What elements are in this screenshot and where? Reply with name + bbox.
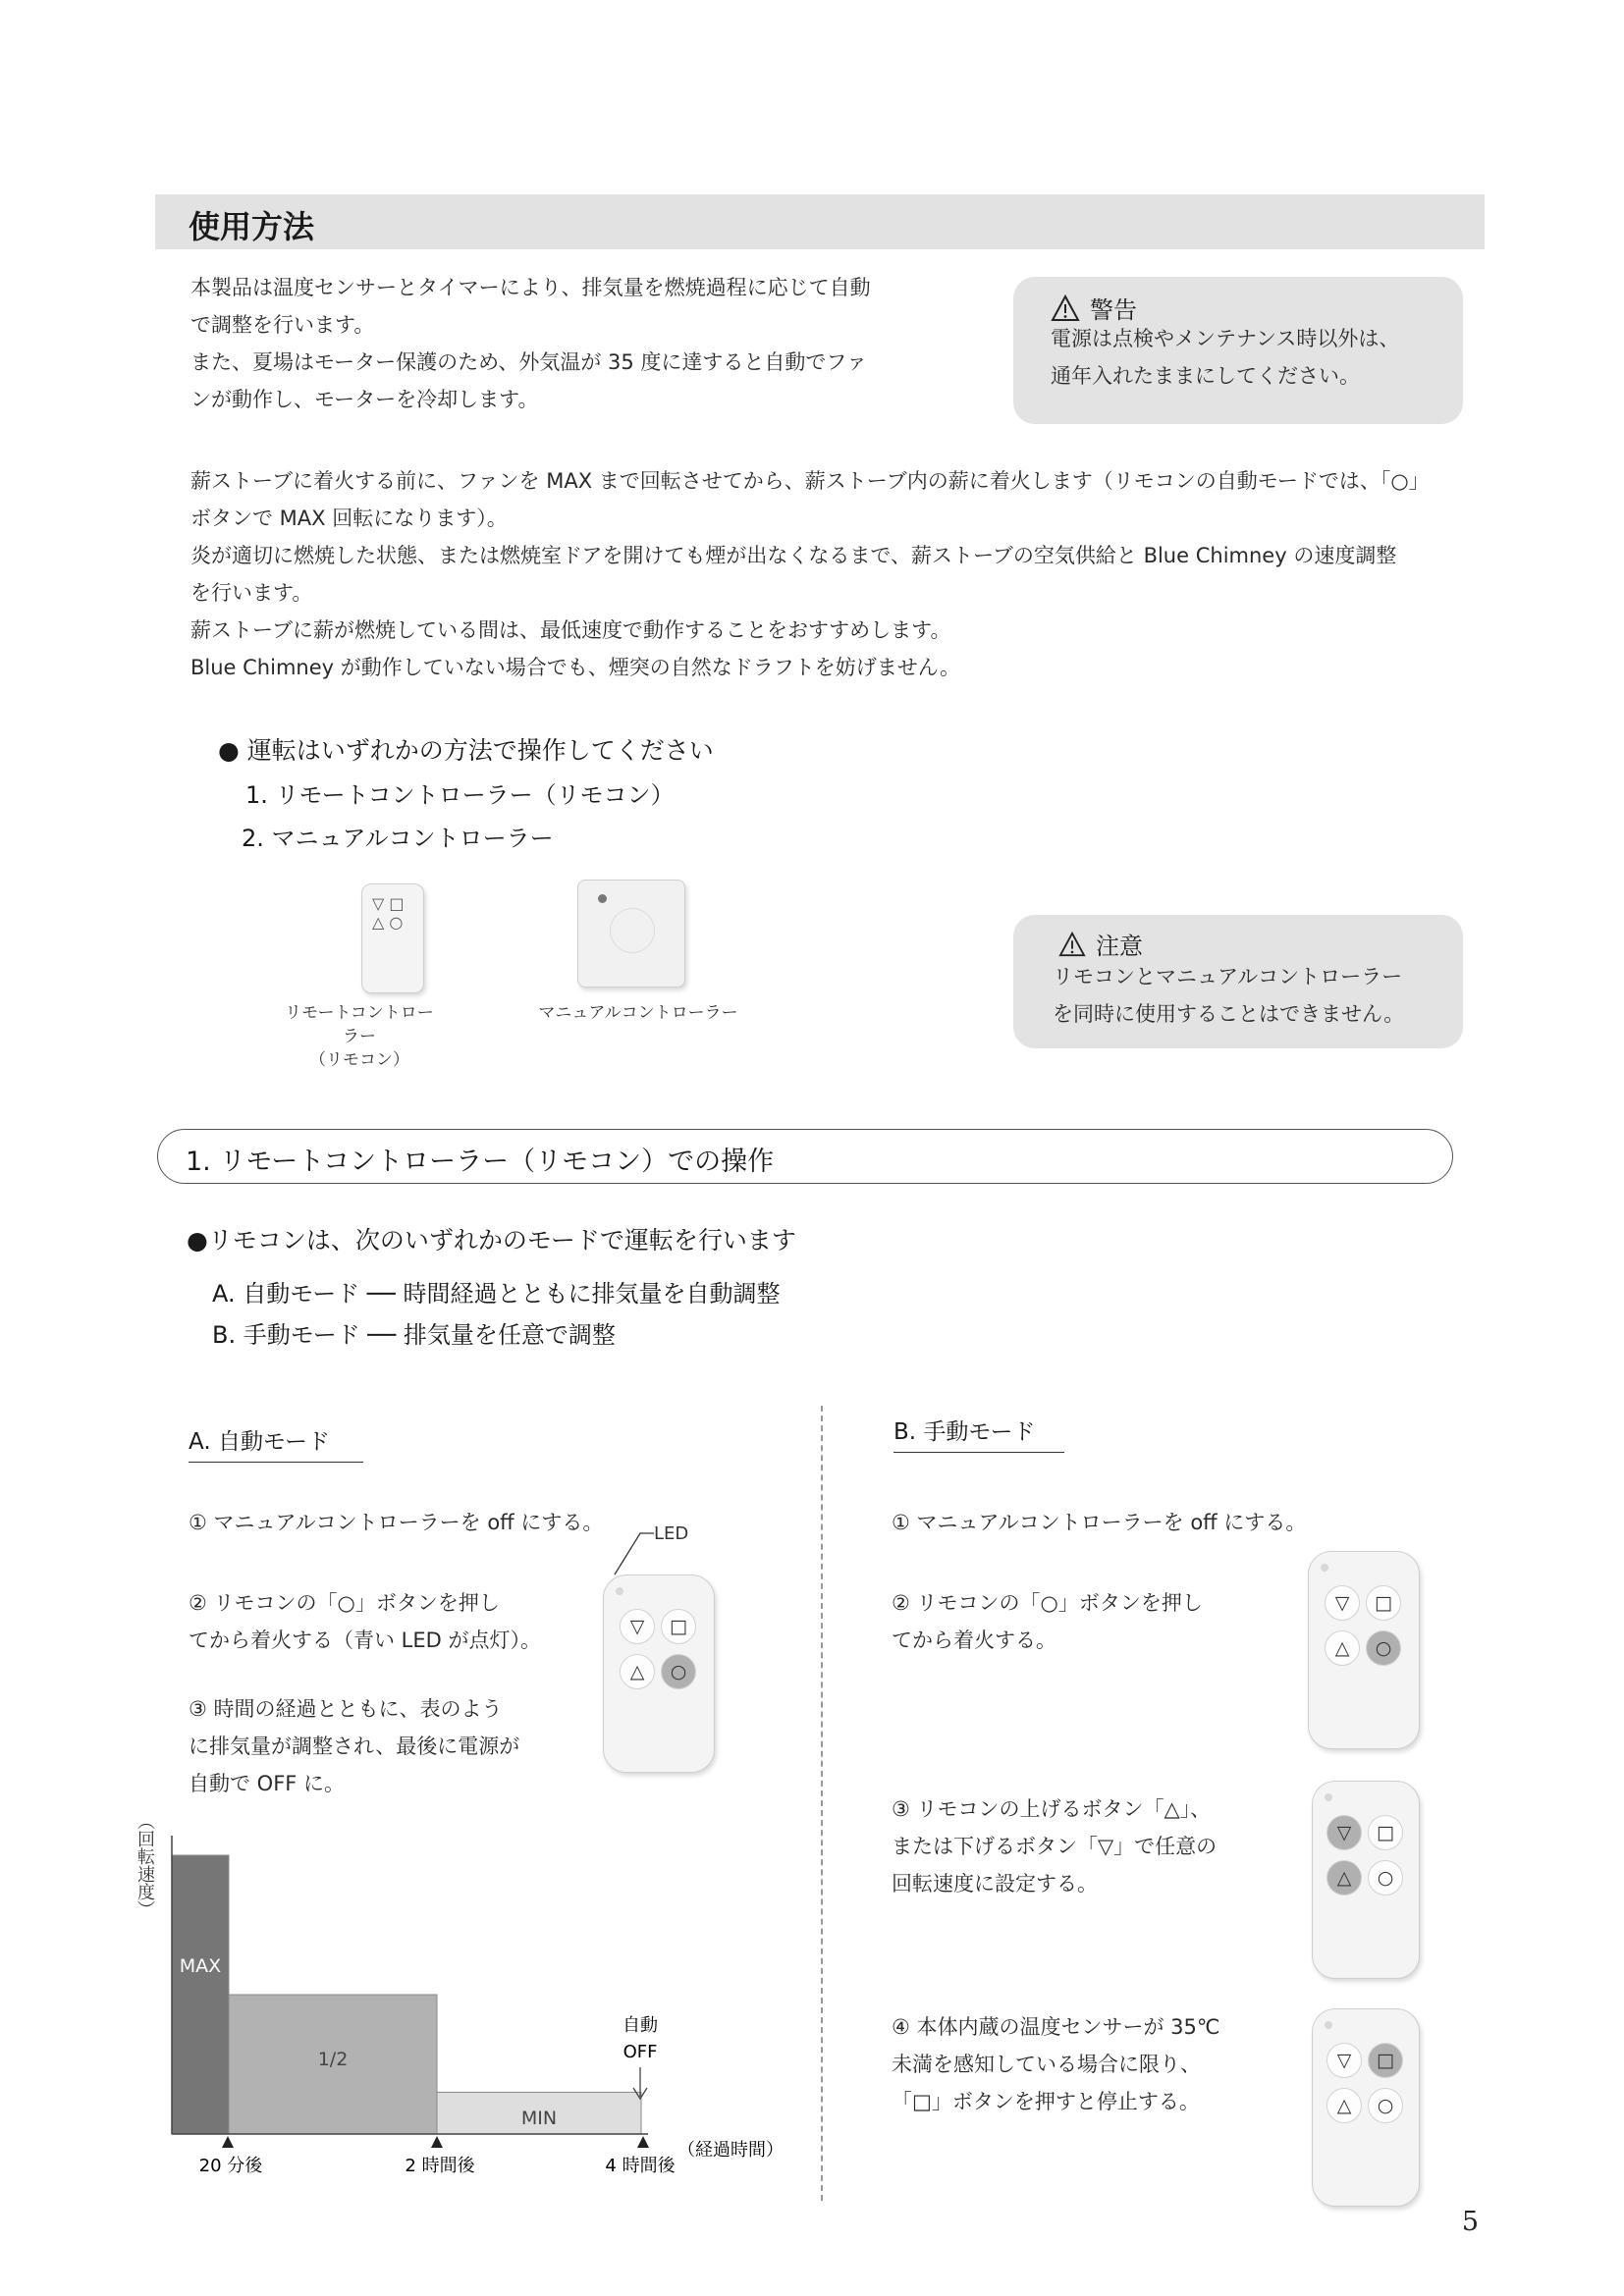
down-triangle-icon: ▽: [372, 894, 385, 913]
up-triangle-icon: △: [1334, 1637, 1350, 1659]
section-title-bar: [155, 194, 1485, 249]
tick-label: 4 時間後: [605, 2156, 676, 2176]
instruction-line: を行います。: [190, 581, 313, 605]
manual-step-1: [892, 1504, 1306, 1541]
intro-paragraph: [190, 269, 937, 418]
step-line: または下げるボタン「▽」で任意の: [892, 1835, 1218, 1858]
step-line: 「□」ボタンを押すと停止する。: [892, 2090, 1200, 2113]
auto-mode-title: A. 自動モード: [189, 1423, 363, 1463]
page-number: 5: [1461, 2207, 1479, 2237]
mode-bullet: [187, 1221, 796, 1256]
section-remote-title: 1. リモートコントローラー（リモコン）での操作: [186, 1147, 775, 1177]
caution-callout: [1013, 915, 1463, 1048]
chart-bar-label: MAX: [179, 1955, 222, 1977]
step-line: 未満を感知している場合に限り、: [892, 2053, 1201, 2076]
caution-line: を同時に使用することはできません。: [1053, 1002, 1405, 1026]
circle-icon: ○: [1377, 2095, 1394, 2116]
manual-step-4: [892, 2008, 1219, 2120]
caution-title: 注意: [1096, 933, 1143, 960]
remote-caption-line: （リモコン）: [309, 1050, 409, 1070]
up-triangle-icon: △: [1336, 2095, 1352, 2116]
warning-title: 警告: [1090, 296, 1137, 324]
circle-button-icon: [1368, 1860, 1403, 1896]
operation-heading-text: 運転はいずれかの方法で操作してください: [246, 736, 714, 765]
down-button-icon: [1325, 1585, 1360, 1621]
step-line: ④ 本体内蔵の温度センサーが 35℃: [892, 2015, 1220, 2039]
auto-step-2: [189, 1584, 541, 1659]
warning-triangle-icon: [1058, 932, 1086, 957]
square-icon: □: [1375, 1592, 1392, 1614]
manual-controller-image: [577, 880, 685, 988]
instruction-line: 炎が適切に燃焼した状態、または燃焼室ドアを開けても煙が出なくなるまで、薪ストーブの空気供給と Blue Chimney の速度調整: [190, 544, 1397, 567]
chart-bar-label: MIN: [520, 2108, 558, 2129]
square-icon: □: [1377, 1822, 1394, 1843]
operation-heading: [218, 731, 714, 767]
step-line: てから着火する（青い LED が点灯）。: [189, 1629, 541, 1652]
up-button-icon: [620, 1654, 655, 1689]
down-triangle-icon: ▽: [1336, 2050, 1352, 2071]
circle-button-icon: [1366, 1630, 1401, 1666]
up-triangle-icon: △: [1336, 1867, 1352, 1889]
chart-bar-0: [172, 1855, 229, 2134]
led-icon: [616, 1587, 623, 1595]
column-divider: [821, 1406, 823, 2201]
down-triangle-icon: ▽: [1336, 1822, 1352, 1843]
up-triangle-icon: △: [372, 913, 385, 932]
bullet-dot-icon: ●: [187, 1226, 208, 1255]
step-line: 自動で OFF に。: [189, 1772, 346, 1795]
dial-knob-icon: [598, 894, 607, 903]
intro-line: ンが動作し、モーターを冷却します。: [190, 388, 539, 411]
up-triangle-icon: △: [629, 1661, 645, 1682]
instruction-line: 薪ストーブに薪が燃焼している間は、最低速度で動作することをおすすめします。: [190, 618, 951, 642]
remote-manual-step4-image: [1312, 2008, 1420, 2207]
led-icon: [1325, 2021, 1332, 2029]
remote-manual-step2-image: [1308, 1551, 1420, 1749]
intro-line: 本製品は温度センサーとタイマーにより、排気量を燃焼過程に応じて自動: [190, 276, 871, 299]
circle-button-icon: [661, 1654, 696, 1689]
square-icon: □: [670, 1616, 687, 1637]
auto-step-1: [189, 1504, 603, 1541]
warning-triangle-icon: [1051, 294, 1080, 322]
chart-bar-label: 1/2: [317, 2049, 349, 2070]
mode-b-summary: B. 手動モード ── 排気量を任意で調整: [212, 1321, 616, 1349]
remote-caption-line: リモートコントローラー: [285, 1003, 434, 1046]
manual-caption: マニュアルコントローラー: [538, 1003, 738, 1023]
circle-icon: ○: [1375, 1637, 1392, 1659]
square-icon: □: [1377, 2050, 1394, 2071]
warning-line: 通年入れたままにしてください。: [1051, 364, 1360, 388]
x-axis-label: （経過時間）: [677, 2140, 784, 2161]
remote-image: [361, 883, 424, 993]
chart-bars: [172, 1855, 641, 2134]
up-button-icon: [1326, 1860, 1362, 1896]
auto-off-annotation: OFF: [623, 2042, 658, 2062]
circle-button-icon: [1368, 2088, 1403, 2123]
down-button-icon: [620, 1609, 655, 1644]
instruction-line: Blue Chimney が動作していない場合でも、煙突の自然なドラフトを妨げません。: [190, 656, 960, 679]
down-triangle-icon: ▽: [1334, 1592, 1350, 1614]
remote-mini-icons: [372, 894, 405, 932]
bullet-dot-icon: ●: [218, 736, 240, 765]
tick-label: 20 分後: [198, 2156, 263, 2176]
manual-step-2: [892, 1584, 1203, 1659]
y-axis-label: （回転速度）: [135, 1812, 155, 1918]
step-line: 回転速度に設定する。: [892, 1872, 1098, 1896]
circle-icon: ○: [670, 1661, 687, 1682]
led-icon: [1321, 1564, 1328, 1572]
warning-line: 電源は点検やメンテナンス時以外は、: [1051, 327, 1400, 350]
square-icon: □: [389, 894, 405, 913]
tick-marker-20min: [222, 2136, 234, 2148]
caution-header: [1058, 927, 1143, 961]
step-line: ③ リモコンの上げるボタン「△」、: [892, 1797, 1212, 1821]
warning-body: [1051, 320, 1399, 395]
down-button-icon: [1326, 1815, 1362, 1850]
up-button-icon: [1326, 2088, 1362, 2123]
square-button-icon: [1368, 2043, 1403, 2078]
square-button-icon: [1366, 1585, 1401, 1621]
caution-line: リモコンとマニュアルコントローラー: [1053, 965, 1403, 988]
auto-mode-chart: [128, 1806, 795, 2179]
caution-body: [1053, 958, 1404, 1033]
section-remote-heading: [157, 1129, 1453, 1184]
led-icon: [1325, 1793, 1332, 1801]
step-line: ① マニュアルコントローラーを off にする。: [189, 1511, 604, 1534]
square-button-icon: [1368, 1815, 1403, 1850]
tick-label: 2 時間後: [405, 2156, 475, 2176]
down-triangle-icon: ▽: [629, 1616, 645, 1637]
square-button-icon: [661, 1609, 696, 1644]
instruction-line: 薪ストーブに着火する前に、ファンを MAX まで回転させてから、薪ストーブ内の薪に着火します（リモコンの自動モードでは、「○」: [190, 469, 1430, 493]
remote-manual-step3-image: [1312, 1781, 1420, 1979]
instruction-line: ボタンで MAX 回転になります）。: [190, 507, 508, 530]
step-line: ③ 時間の経過とともに、表のよう: [189, 1697, 503, 1721]
step-line: ① マニュアルコントローラーを off にする。: [892, 1511, 1307, 1534]
circle-icon: ○: [389, 913, 404, 932]
method-manual: 2. マニュアルコントローラー: [242, 825, 554, 852]
remote-auto-image: [603, 1575, 715, 1773]
page-title: 使用方法: [189, 208, 315, 245]
step-line: てから着火する。: [892, 1629, 1056, 1652]
warning-callout: [1013, 277, 1463, 424]
step-line: ② リモコンの「○」ボタンを押し: [892, 1591, 1203, 1615]
method-remote: 1. リモートコントローラー（リモコン）: [245, 781, 675, 809]
intro-line: また、夏場はモーター保護のため、外気温が 35 度に達すると自動でファ: [190, 350, 867, 374]
manual-mode-title: B. 手動モード: [893, 1414, 1064, 1453]
step-line: に排気量が調整され、最後に電源が: [189, 1735, 520, 1758]
down-button-icon: [1326, 2043, 1362, 2078]
circle-icon: ○: [1377, 1867, 1394, 1889]
led-leader-line: [611, 1531, 656, 1578]
dial-ring-icon: [610, 908, 655, 953]
manual-step-3: [892, 1790, 1217, 1902]
mode-a-summary: A. 自動モード ── 時間経過とともに排気量を自動調整: [212, 1280, 781, 1308]
auto-off-annotation: 自動: [623, 2015, 658, 2036]
instructions-paragraph: [190, 462, 1496, 686]
intro-line: で調整を行います。: [190, 313, 375, 337]
tick-marker-4h: [637, 2136, 649, 2148]
up-button-icon: [1325, 1630, 1360, 1666]
tick-marker-2h: [431, 2136, 443, 2148]
led-label: LED: [654, 1523, 689, 1544]
mode-bullet-text: リモコンは、次のいずれかのモードで運転を行います: [207, 1226, 796, 1255]
step-line: ② リモコンの「○」ボタンを押し: [189, 1591, 500, 1615]
remote-caption: [281, 1001, 438, 1072]
auto-step-3: [189, 1690, 519, 1802]
